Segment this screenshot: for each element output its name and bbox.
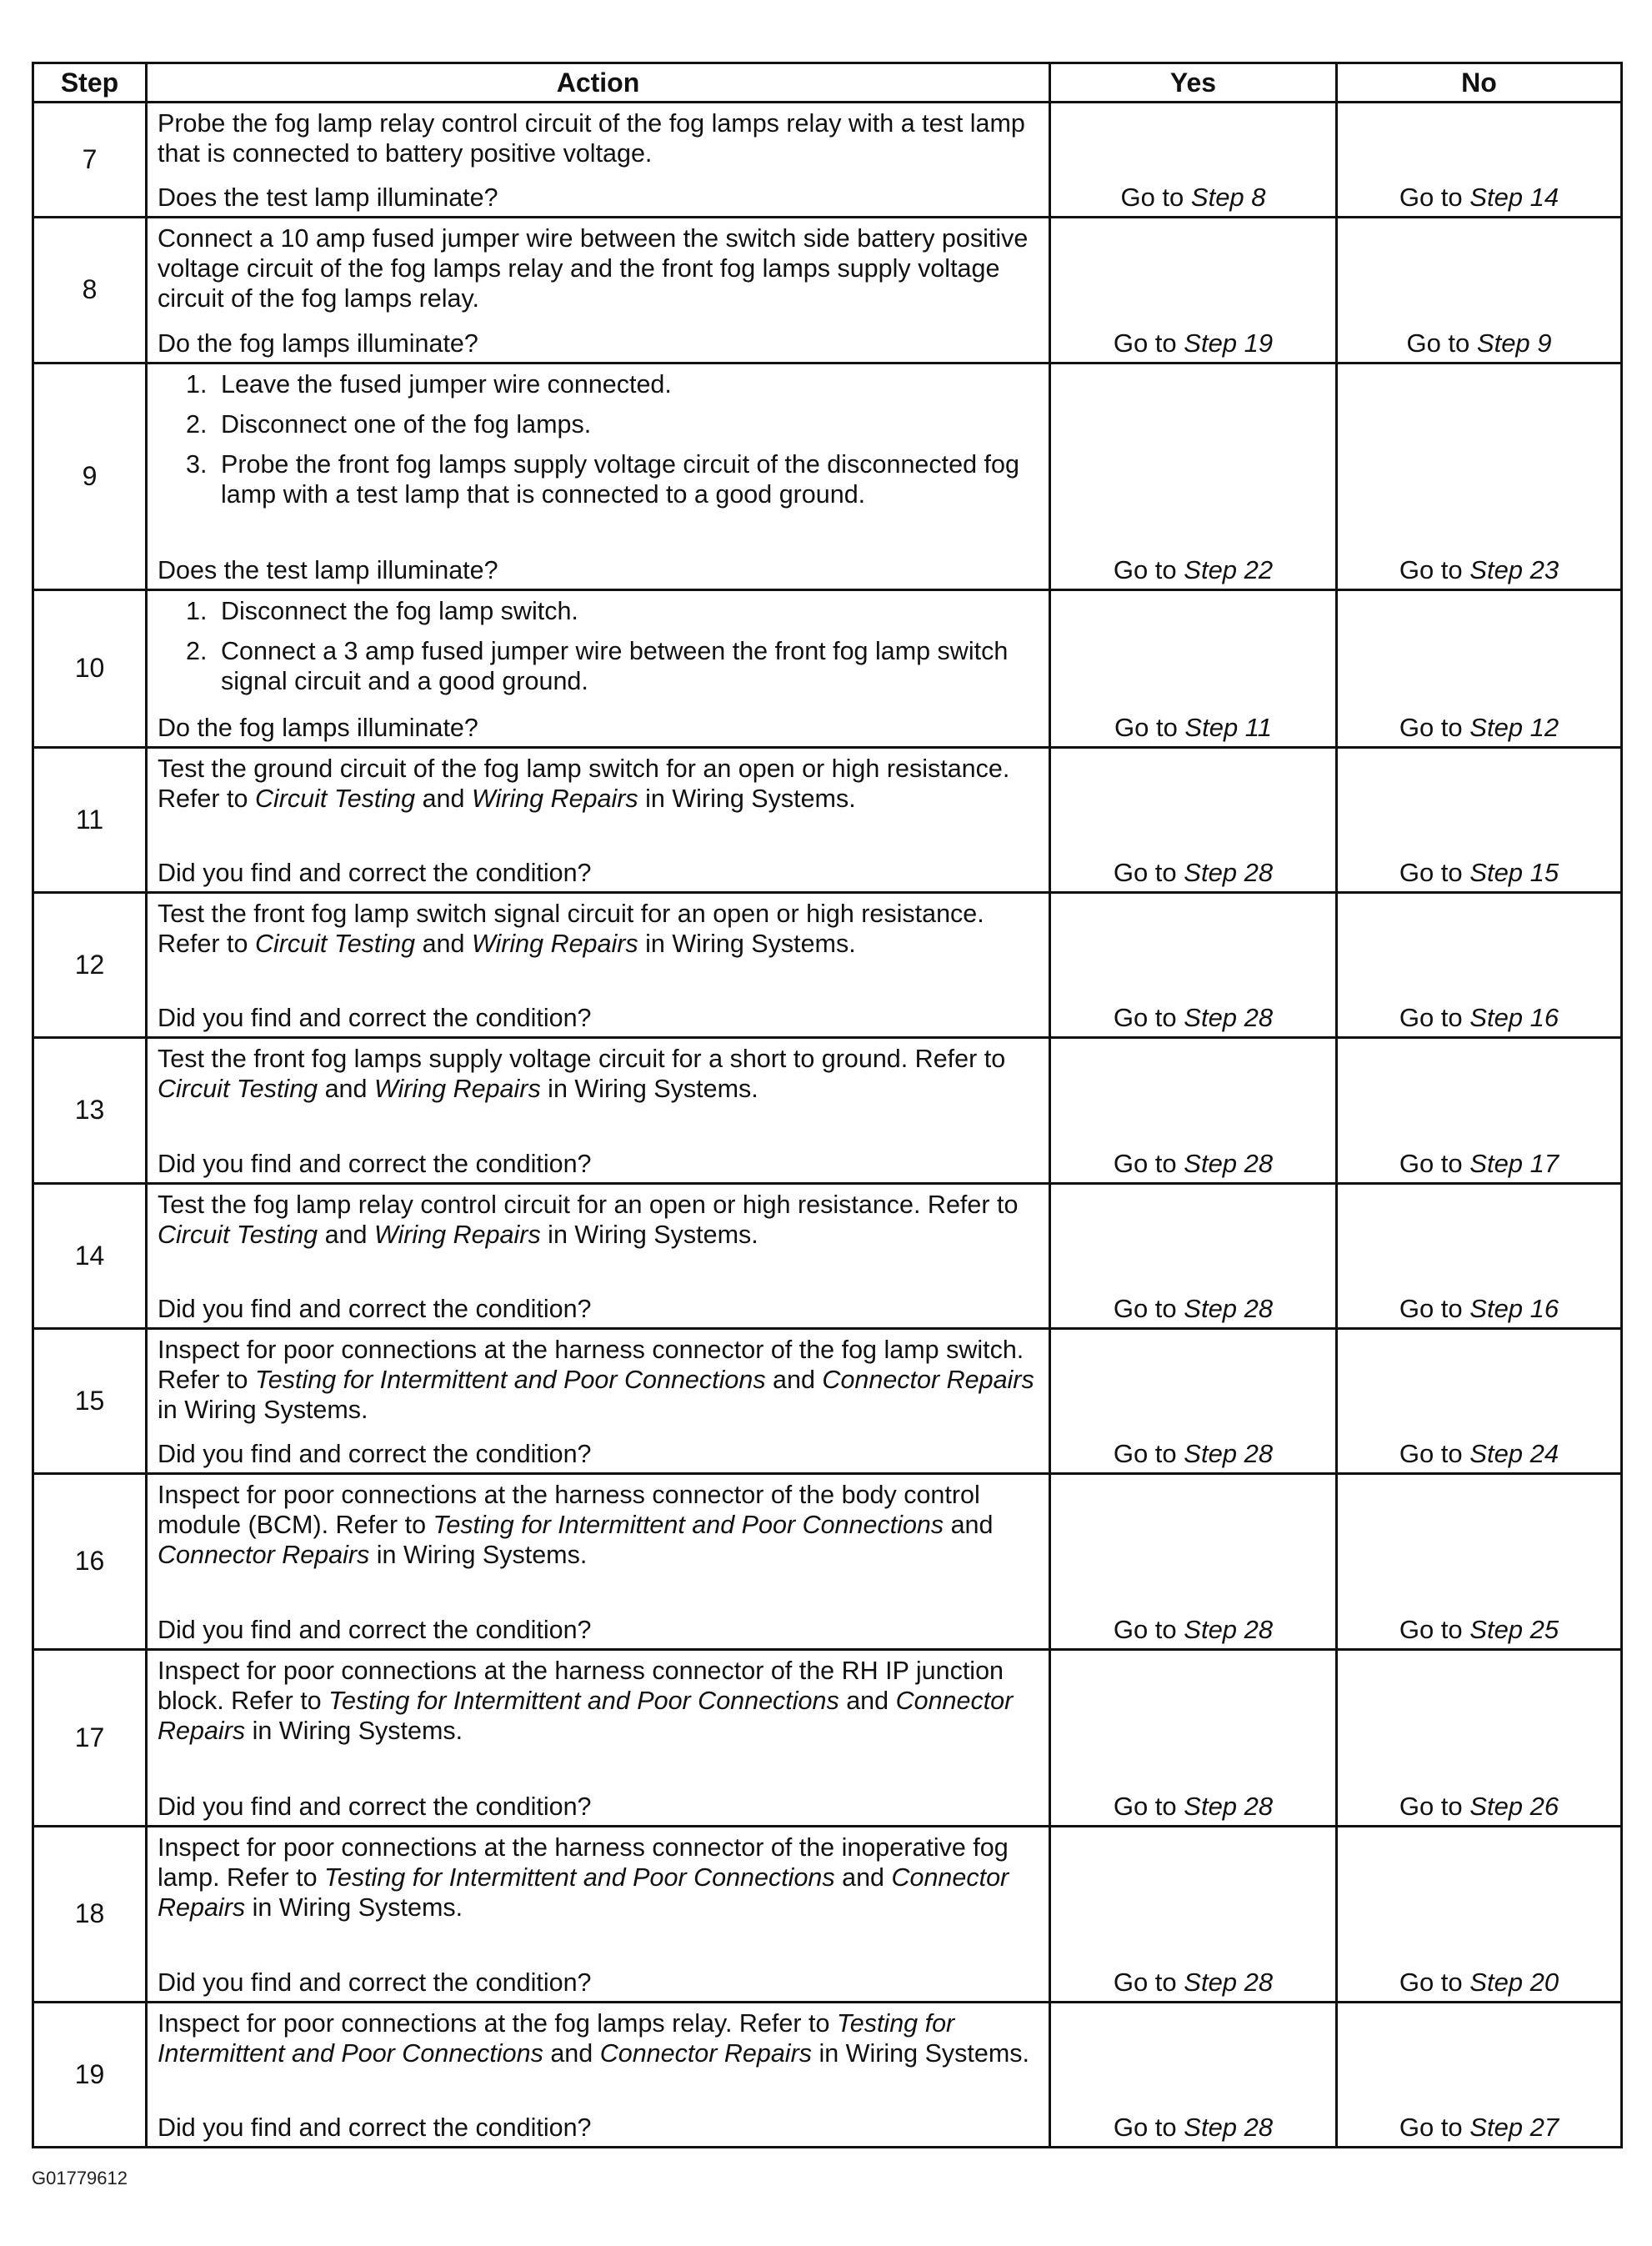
no-goto-text: Go to <box>1399 712 1470 742</box>
no-cell <box>1337 218 1622 363</box>
action-question: Do the fog lamps illuminate? <box>158 328 478 358</box>
list-item: Leave the fused jumper wire connected. <box>221 369 672 399</box>
action-question: Did you find and correct the condition? <box>158 1968 592 1997</box>
yes-step-link[interactable]: Step 19 <box>1184 328 1274 358</box>
no-step-link[interactable]: Step 9 <box>1476 328 1552 358</box>
action-text-segment: in Wiring Systems. <box>638 929 856 958</box>
no-step-link[interactable]: Step 12 <box>1469 712 1559 742</box>
yes-goto-text: Go to <box>1113 1439 1184 1469</box>
yes-cell <box>1050 1827 1337 2002</box>
action-cell <box>147 103 1050 218</box>
no-goto-text: Go to <box>1406 328 1477 358</box>
list-item: Probe the front fog lamps supply voltage circuit of the disconnected fog lamp with a test lamp that is connected to a good ground. <box>221 449 1019 509</box>
table-row <box>33 103 1622 218</box>
action-text <box>158 369 1040 519</box>
action-text-segment: Inspect for poor connections at the harness connector of the body control module (BCM). Refer to <box>158 1481 980 1540</box>
reference-title: Testing for Intermittent and Poor Connections <box>324 1863 835 1893</box>
action-steps-list <box>158 369 1040 509</box>
yes-goto-text: Go to <box>1114 712 1185 742</box>
action-text <box>158 899 1040 959</box>
action-cell <box>147 1649 1050 1826</box>
action-question: Do the fog lamps illuminate? <box>158 713 478 742</box>
yes-goto-text: Go to <box>1113 1148 1184 1178</box>
action-text-segment: Probe the fog lamp relay control circuit of the fog lamps relay with a test lamp that is connected to battery positive voltage. <box>158 109 1025 168</box>
no-cell <box>1337 1474 1622 1649</box>
table-body <box>33 103 1622 2148</box>
action-cell <box>147 590 1050 747</box>
no-cell <box>1337 1649 1622 1826</box>
yes-cell <box>1050 892 1337 1037</box>
yes-cell <box>1050 590 1337 747</box>
step-number: 15 <box>33 1328 147 1473</box>
action-text <box>158 596 1040 706</box>
action-text-segment: and <box>944 1511 994 1540</box>
list-item: Disconnect one of the fog lamps. <box>221 409 592 439</box>
yes-goto-text: Go to <box>1120 183 1191 213</box>
step-number: 12 <box>33 892 147 1037</box>
reference-title: Connector Repairs <box>822 1365 1034 1394</box>
action-text-segment: Inspect for poor connections at the fog lamps relay. Refer to <box>158 2008 837 2038</box>
action-text-segment: Inspect for poor connections at the harness connector of the RH IP junction block. Refer to <box>158 1656 1004 1715</box>
yes-step-link[interactable]: Step 22 <box>1184 555 1274 585</box>
step-number: 13 <box>33 1038 147 1183</box>
no-step-link[interactable]: Step 23 <box>1469 555 1559 585</box>
action-text-segment: and <box>415 784 472 813</box>
table-row <box>33 363 1622 590</box>
yes-step-link[interactable]: Step 28 <box>1184 1614 1274 1644</box>
reference-title: Wiring Repairs <box>373 1075 541 1104</box>
action-cell <box>147 1183 1050 1328</box>
header-yes: Yes <box>1050 63 1337 103</box>
no-step-link[interactable]: Step 25 <box>1469 1614 1559 1644</box>
action-text-segment: in Wiring Systems. <box>540 1220 758 1249</box>
step-number: 7 <box>33 103 147 218</box>
yes-cell <box>1050 218 1337 363</box>
no-step-link[interactable]: Step 24 <box>1469 1439 1559 1469</box>
action-question: Did you find and correct the condition? <box>158 1294 592 1323</box>
no-goto-text: Go to <box>1399 1967 1470 1997</box>
list-item: Connect a 3 amp fused jumper wire between the front fog lamp switch signal circuit and a good ground. <box>221 637 1009 696</box>
reference-title: Testing for Intermittent and Poor Connections <box>254 1365 766 1394</box>
action-cell <box>147 747 1050 892</box>
action-text <box>158 754 1040 814</box>
reference-title: Circuit Testing <box>158 1220 318 1249</box>
action-text <box>158 1190 1040 1250</box>
header-step: Step <box>33 63 147 103</box>
yes-goto-text: Go to <box>1113 1792 1184 1822</box>
yes-step-link[interactable]: Step 28 <box>1184 1148 1274 1178</box>
no-cell <box>1337 1328 1622 1473</box>
step-number: 19 <box>33 2002 147 2147</box>
table-row <box>33 1183 1622 1328</box>
action-text-segment: in Wiring Systems. <box>812 2038 1029 2068</box>
reference-title: Testing for Intermittent and Poor Connections <box>433 1511 944 1540</box>
no-cell <box>1337 747 1622 892</box>
action-text-segment: in Wiring Systems. <box>369 1541 588 1570</box>
no-cell <box>1337 892 1622 1037</box>
action-text <box>158 1832 1040 1923</box>
yes-step-link[interactable]: Step 11 <box>1184 712 1272 742</box>
action-text-segment: in Wiring Systems. <box>245 1893 463 1923</box>
action-text-segment: Inspect for poor connections at the harness connector of the inoperative fog lamp. Refer to <box>158 1833 1009 1893</box>
no-goto-text: Go to <box>1399 1293 1470 1323</box>
no-goto-text: Go to <box>1399 1614 1470 1644</box>
reference-title: Wiring Repairs <box>373 1220 541 1249</box>
reference-title: Wiring Repairs <box>471 784 638 813</box>
reference-title: Connector Repairs <box>158 1541 370 1570</box>
yes-goto-text: Go to <box>1113 1614 1184 1644</box>
yes-step-link[interactable]: Step 8 <box>1190 183 1266 213</box>
step-number: 10 <box>33 590 147 747</box>
reference-title: Wiring Repairs <box>471 929 638 958</box>
action-text-segment: Test the front fog lamps supply voltage circuit for a short to ground. Refer to <box>158 1045 1006 1074</box>
action-text-segment: and <box>834 1863 892 1893</box>
action-text <box>158 1335 1040 1425</box>
table-row <box>33 747 1622 892</box>
table-row <box>33 1038 1622 1183</box>
action-question: Does the test lamp illuminate? <box>158 556 498 585</box>
action-text <box>158 223 1040 313</box>
no-step-link[interactable]: Step 14 <box>1469 183 1559 213</box>
yes-step-link[interactable]: Step 28 <box>1184 1439 1274 1469</box>
table-row <box>33 590 1622 747</box>
yes-cell <box>1050 103 1337 218</box>
action-text-segment: and <box>543 2038 600 2068</box>
action-steps-list <box>158 596 1040 696</box>
no-cell <box>1337 1827 1622 2002</box>
action-text-segment: in Wiring Systems. <box>158 1395 368 1424</box>
action-cell <box>147 218 1050 363</box>
action-text-segment: and <box>765 1365 823 1394</box>
action-question: Did you find and correct the condition? <box>158 1792 592 1822</box>
action-question: Did you find and correct the condition? <box>158 1615 592 1644</box>
step-number: 18 <box>33 1827 147 2002</box>
yes-step-link[interactable]: Step 28 <box>1184 1293 1274 1323</box>
reference-title: Circuit Testing <box>254 929 416 958</box>
table-row <box>33 892 1622 1037</box>
reference-title: Circuit Testing <box>254 784 416 813</box>
action-text-segment: Test the front fog lamp switch signal circuit for an open or high resistance. Refer to <box>158 899 984 958</box>
action-cell <box>147 1827 1050 2002</box>
step-number: 9 <box>33 363 147 590</box>
action-question: Did you find and correct the condition? <box>158 2113 592 2142</box>
no-step-link[interactable]: Step 16 <box>1469 1003 1559 1033</box>
yes-step-link[interactable]: Step 28 <box>1184 857 1274 887</box>
no-cell <box>1337 103 1622 218</box>
no-goto-text: Go to <box>1399 857 1470 887</box>
yes-goto-text: Go to <box>1113 555 1184 585</box>
action-question: Did you find and correct the condition? <box>158 1440 592 1469</box>
figure-code: G01779612 <box>32 2168 128 2188</box>
action-question: Did you find and correct the condition? <box>158 858 592 887</box>
action-text-segment: Test the ground circuit of the fog lamp switch for an open or high resistance. Refer to <box>158 754 1010 813</box>
no-goto-text: Go to <box>1399 1003 1470 1033</box>
no-step-link[interactable]: Step 27 <box>1469 2113 1559 2142</box>
action-cell <box>147 2002 1050 2147</box>
yes-cell <box>1050 363 1337 590</box>
no-goto-text: Go to <box>1399 183 1470 213</box>
diagnostic-table <box>32 62 1623 2148</box>
yes-cell <box>1050 747 1337 892</box>
action-cell <box>147 1328 1050 1473</box>
action-text <box>158 1656 1040 1746</box>
no-cell <box>1337 1183 1622 1328</box>
yes-goto-text: Go to <box>1113 1003 1184 1033</box>
no-cell <box>1337 2002 1622 2147</box>
action-text-segment: in Wiring Systems. <box>540 1075 758 1104</box>
no-goto-text: Go to <box>1399 1792 1470 1822</box>
action-text-segment: in Wiring Systems. <box>638 784 856 813</box>
yes-step-link[interactable]: Step 28 <box>1184 1003 1274 1033</box>
action-text-segment: Connect a 10 amp fused jumper wire between the switch side battery positive voltage circuit of the fog lamps relay and the front fog lamps supply voltage circuit of the fog lamps relay. <box>158 224 1029 313</box>
action-question: Does the test lamp illuminate? <box>158 183 498 213</box>
action-cell <box>147 1474 1050 1649</box>
step-number: 14 <box>33 1183 147 1328</box>
action-text <box>158 2008 1040 2068</box>
action-text <box>158 1480 1040 1570</box>
reference-title: Testing for Intermittent and Poor Connections <box>158 2008 955 2068</box>
no-goto-text: Go to <box>1399 2113 1470 2142</box>
table-row <box>33 2002 1622 2147</box>
action-text-segment: and <box>318 1075 374 1104</box>
header-row <box>33 63 1622 103</box>
yes-cell <box>1050 1183 1337 1328</box>
no-cell <box>1337 363 1622 590</box>
reference-title: Testing for Intermittent and Poor Connections <box>328 1686 839 1715</box>
no-step-link[interactable]: Step 26 <box>1469 1792 1559 1822</box>
yes-goto-text: Go to <box>1113 2113 1184 2142</box>
table-row <box>33 1474 1622 1649</box>
no-goto-text: Go to <box>1399 1439 1470 1469</box>
action-text-segment: Test the fog lamp relay control circuit for an open or high resistance. Refer to <box>158 1190 1019 1219</box>
table-row <box>33 1827 1622 2002</box>
yes-step-link[interactable]: Step 28 <box>1184 1792 1274 1822</box>
step-number: 17 <box>33 1649 147 1826</box>
action-cell <box>147 1038 1050 1183</box>
yes-cell <box>1050 1038 1337 1183</box>
action-text-segment: in Wiring Systems. <box>245 1716 463 1745</box>
yes-cell <box>1050 1649 1337 1826</box>
action-question: Did you find and correct the condition? <box>158 1004 592 1033</box>
yes-goto-text: Go to <box>1113 1293 1184 1323</box>
yes-step-link[interactable]: Step 28 <box>1184 2113 1274 2142</box>
no-step-link[interactable]: Step 16 <box>1469 1293 1559 1323</box>
action-text <box>158 108 1040 168</box>
header-no: No <box>1337 63 1622 103</box>
no-cell <box>1337 590 1622 747</box>
yes-goto-text: Go to <box>1113 328 1184 358</box>
yes-cell <box>1050 2002 1337 2147</box>
action-cell <box>147 363 1050 590</box>
reference-title: Circuit Testing <box>158 1075 318 1104</box>
reference-title: Connector Repairs <box>599 2038 812 2068</box>
action-text-segment: Inspect for poor connections at the harness connector of the fog lamp switch. Refer to <box>158 1335 1024 1394</box>
action-text-segment: and <box>415 929 472 958</box>
reference-title: Connector Repairs <box>158 1863 1009 1923</box>
no-step-link[interactable]: Step 20 <box>1469 1967 1559 1997</box>
action-cell <box>147 892 1050 1037</box>
action-text-segment: and <box>318 1220 374 1249</box>
table-row <box>33 218 1622 363</box>
no-step-link[interactable]: Step 15 <box>1469 857 1559 887</box>
table-row <box>33 1328 1622 1473</box>
step-number: 11 <box>33 747 147 892</box>
no-goto-text: Go to <box>1399 1148 1470 1178</box>
header-action: Action <box>147 63 1050 103</box>
action-question: Did you find and correct the condition? <box>158 1149 592 1178</box>
action-text <box>158 1044 1040 1104</box>
table-row <box>33 1649 1622 1826</box>
step-number: 8 <box>33 218 147 363</box>
yes-cell <box>1050 1328 1337 1473</box>
yes-step-link[interactable]: Step 28 <box>1184 1967 1274 1997</box>
no-step-link[interactable]: Step 17 <box>1469 1148 1559 1178</box>
yes-goto-text: Go to <box>1113 1967 1184 1997</box>
reference-title: Connector Repairs <box>158 1686 1014 1745</box>
no-goto-text: Go to <box>1399 555 1470 585</box>
yes-cell <box>1050 1474 1337 1649</box>
action-text-segment: and <box>839 1686 896 1715</box>
step-number: 16 <box>33 1474 147 1649</box>
yes-goto-text: Go to <box>1113 857 1184 887</box>
no-cell <box>1337 1038 1622 1183</box>
list-item: Disconnect the fog lamp switch. <box>221 597 578 626</box>
